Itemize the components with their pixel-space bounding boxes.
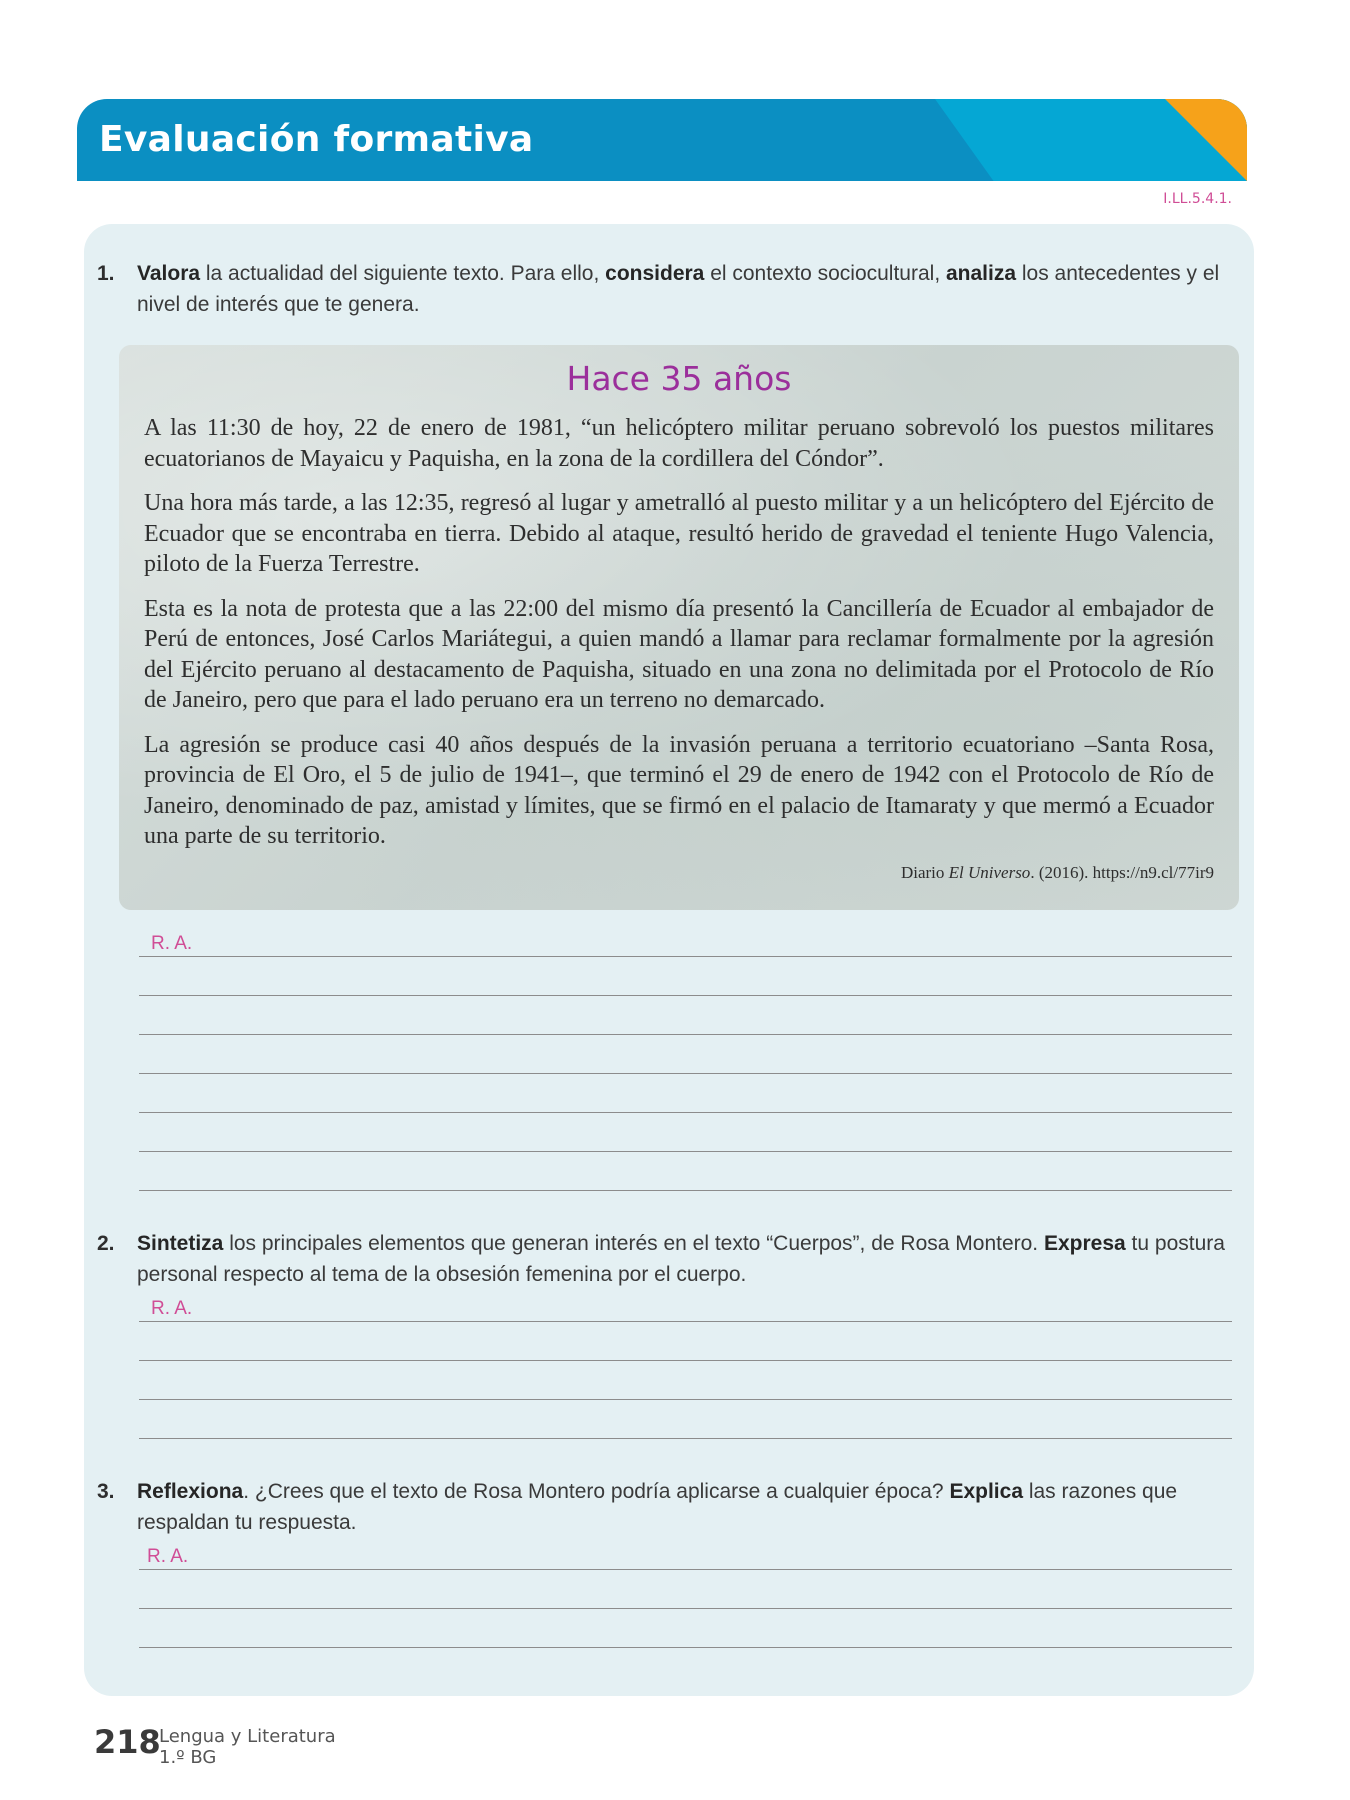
answer-line[interactable] [139, 1151, 1232, 1152]
answer-line[interactable] [139, 1321, 1232, 1322]
question-number: 1. [97, 262, 115, 285]
article-paragraph: Esta es la nota de protesta que a las 22:00 del mismo día presentó la Cancillería de Ecuador al embajador de Perú de entonces, José Carlos Mariátegui, a quien mandó a llamar para reclamar formalmente por la agresión del Ejército peruano al destacamento de Paquisha, situado en una zona no delimitada por el Protocolo de Río de Janeiro, pero que para el lado peruano era un terreno no demarcado. [144, 595, 1214, 713]
article-body [144, 413, 1214, 866]
question-3 [97, 1476, 1247, 1538]
answer-line[interactable] [139, 1190, 1232, 1191]
question-1 [97, 258, 1247, 320]
answer-line[interactable] [139, 1034, 1232, 1035]
question-text: Reflexiona. ¿Crees que el texto de Rosa Montero podría aplicarse a cualquier época? Explica las razones que respaldan tu respuesta. [137, 1480, 1178, 1534]
footer-level: 1.º BG [159, 1747, 217, 1768]
question-number: 2. [97, 1232, 115, 1255]
page-number: 218 [94, 1723, 161, 1761]
answer-line[interactable] [139, 1112, 1232, 1113]
dua-title: DUA [1048, 12, 1112, 42]
article-paragraph: La agresión se produce casi 40 años después de la invasión peruana a territorio ecuatoriano –Santa Rosa, provincia de El Oro, el 5 de julio de 1941–, que terminó el 29 de enero de 1942 con el Protocolo de Río de Janeiro, denominado de paz, amistad y límites, que se firmó en el palacio de Itamaraty y que mermó a Ecuador una parte de su territorio. [144, 731, 1214, 849]
footer-subject: Lengua y Literatura [159, 1726, 336, 1747]
article-title: Hace 35 años [566, 359, 792, 398]
answer-line[interactable] [139, 1360, 1232, 1361]
answer-line[interactable] [139, 956, 1232, 957]
article-paragraph: A las 11:30 de hoy, 22 de enero de 1981, “un helicóptero militar peruano sobrevoló los puestos militares ecuatorianos de Mayaicu y Paquisha, en la zona de la cordillera del Cóndor”. [144, 415, 1214, 472]
dua-subtitle: Acción y expresión [968, 45, 1192, 69]
answer-line[interactable] [139, 995, 1232, 996]
answer-label: R. A. [151, 933, 193, 954]
answer-line[interactable] [139, 1399, 1232, 1400]
answer-label: R. A. [147, 1546, 189, 1567]
answer-line[interactable] [139, 1438, 1232, 1439]
answer-label: R. A. [151, 1298, 193, 1319]
article-source: Diario El Universo. (2016). https://n9.cl/77ir9 [900, 863, 1214, 882]
question-text: Valora la actualidad del siguiente texto. Para ello, considera el contexto sociocultural, analiza los antecedentes y el nivel de interés que te genera. [137, 262, 1220, 316]
question-text: Sintetiza los principales elementos que generan interés en el texto “Cuerpos”, de Rosa Montero. Expresa tu postura personal respecto al tema de la obsesión femenina por el cuerpo. [137, 1232, 1225, 1286]
article-paragraph: Una hora más tarde, a las 12:35, regresó al lugar y ametralló al puesto militar y a un helicóptero del Ejército de Ecuador que se encontraba en tierra. Debido al ataque, resultó herido de gravedad el teniente Hugo Valencia, piloto de la Fuerza Terrestre. [144, 490, 1214, 577]
answer-line[interactable] [139, 1569, 1232, 1570]
question-number: 3. [97, 1480, 115, 1503]
article-box [119, 345, 1239, 910]
answer-line[interactable] [139, 1647, 1232, 1648]
question-2 [97, 1228, 1247, 1290]
header-bar [77, 99, 1247, 181]
answer-line[interactable] [139, 1608, 1232, 1609]
skill-code: I.LL.5.4.1. [1163, 191, 1232, 207]
answer-line[interactable] [139, 1073, 1232, 1074]
page-title: Evaluación formativa [99, 119, 534, 160]
